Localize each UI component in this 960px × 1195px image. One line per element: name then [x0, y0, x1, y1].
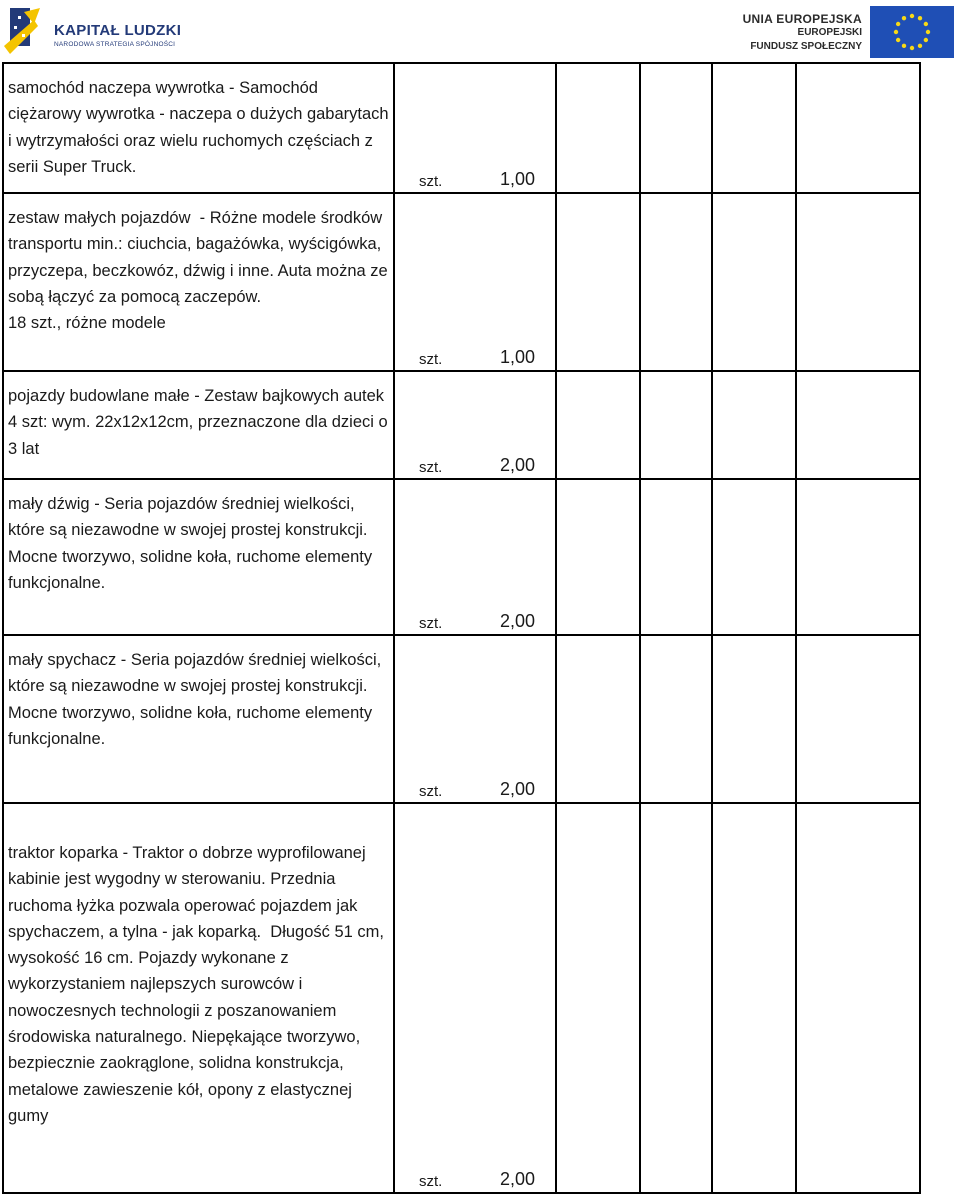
eu-star-icon: [924, 22, 928, 26]
item-description: samochód naczepa wywrotka - Samochód ciężarowy wywrotka - naczepa o dużych gabarytach i wytrzymałości oraz wielu ruchomych częściach z serii Super Truck.: [8, 79, 394, 176]
eu-star-icon: [910, 46, 914, 50]
unit-cell: [394, 193, 448, 371]
item-quantity: 1,00: [499, 169, 535, 189]
unit-cell: [394, 803, 448, 1193]
items-table: [2, 62, 921, 1194]
table-row: [3, 63, 920, 193]
empty-cell: [556, 193, 640, 371]
eu-logo: [739, 4, 954, 60]
eu-star-icon: [918, 44, 922, 48]
table-row: [3, 193, 920, 371]
quantity-cell: [448, 479, 556, 635]
unit-cell: [394, 635, 448, 803]
empty-cell: [796, 63, 920, 193]
unit-cell: [394, 371, 448, 479]
empty-cell: [712, 635, 796, 803]
item-quantity: 2,00: [499, 455, 535, 475]
eu-star-icon: [918, 16, 922, 20]
eu-line-3: FUNDUSZ SPOŁECZNY: [750, 41, 862, 52]
description-cell: [3, 371, 394, 479]
empty-cell: [712, 371, 796, 479]
eu-star-icon: [924, 38, 928, 42]
empty-cell: [712, 193, 796, 371]
eu-star-icon: [902, 44, 906, 48]
table-row: [3, 635, 920, 803]
eu-flag-icon: [870, 6, 954, 58]
empty-cell: [712, 803, 796, 1193]
item-quantity: 2,00: [499, 1169, 535, 1189]
eu-star-icon: [910, 14, 914, 18]
table-row: [3, 803, 920, 1193]
empty-cell: [640, 371, 712, 479]
quantity-cell: [448, 635, 556, 803]
eu-star-icon: [896, 22, 900, 26]
eu-star-icon: [902, 16, 906, 20]
item-unit: szt.: [419, 783, 443, 800]
unit-cell: [394, 479, 448, 635]
empty-cell: [640, 479, 712, 635]
kapital-ludzki-title: KAPITAŁ LUDZKI: [54, 22, 182, 39]
eu-star-icon: [894, 30, 898, 34]
empty-cell: [712, 63, 796, 193]
description-cell: [3, 479, 394, 635]
empty-cell: [556, 371, 640, 479]
empty-cell: [796, 371, 920, 479]
eu-logo-text: [743, 12, 862, 54]
description-cell: [3, 635, 394, 803]
item-description: pojazdy budowlane małe - Zestaw bajkowych autek 4 szt: wym. 22x12x12cm, przeznaczone dla dzieci o 3 lat: [8, 387, 394, 458]
empty-cell: [796, 193, 920, 371]
eu-line-1: UNIA EUROPEJSKA: [742, 12, 862, 26]
empty-cell: [796, 479, 920, 635]
quantity-cell: [448, 371, 556, 479]
table-row: [3, 479, 920, 635]
description-cell: [3, 63, 394, 193]
eu-star-icon: [896, 38, 900, 42]
unit-cell: [394, 63, 448, 193]
item-quantity: 2,00: [499, 779, 535, 799]
item-quantity: 2,00: [499, 611, 535, 631]
empty-cell: [712, 479, 796, 635]
empty-cell: [640, 803, 712, 1193]
description-cell: [3, 193, 394, 371]
empty-cell: [556, 803, 640, 1193]
item-description: mały spychacz - Seria pojazdów średniej wielkości, które są niezawodne w swojej prostej konstrukcji. Mocne tworzywo, solidne koła, ruchome elementy funkcjonalne.: [8, 651, 386, 748]
empty-cell: [640, 63, 712, 193]
description-cell: [3, 803, 394, 1193]
empty-cell: [796, 803, 920, 1193]
kapital-ludzki-logo: [4, 4, 194, 60]
item-unit: szt.: [419, 1173, 443, 1190]
item-description: mały dźwig - Seria pojazdów średniej wielkości, które są niezawodne w swojej prostej konstrukcji. Mocne tworzywo, solidne koła, ruchome elementy funkcjonalne.: [8, 495, 377, 592]
empty-cell: [556, 479, 640, 635]
quantity-cell: [448, 803, 556, 1193]
item-description: traktor koparka - Traktor o dobrze wyprofilowanej kabinie jest wygodny w sterowaniu. Przednia ruchoma łyżka pozwala operować pojazdem jak spychaczem, a tylna - jak koparką. Długość 51 cm, wysokość 16 cm. Pojazdy wykonane z wykorzystaniem najlepszych surowców i nowoczesnych technologii z poszanowaniem środowiska naturalnego. Niepękające tworzywo, bezpiecznie zaokrąglone, solidna konstrukcja, metalowe zawieszenie kół, opony z elastycznej gumy: [8, 844, 389, 1125]
item-unit: szt.: [419, 173, 443, 190]
quantity-cell: [448, 63, 556, 193]
empty-cell: [640, 635, 712, 803]
table-row: [3, 371, 920, 479]
kapital-ludzki-subtitle: NARODOWA STRATEGIA SPÓJNOŚCI: [54, 41, 176, 48]
empty-cell: [796, 635, 920, 803]
quantity-cell: [448, 193, 556, 371]
item-unit: szt.: [419, 615, 443, 632]
empty-cell: [640, 193, 712, 371]
eu-line-2: EUROPEJSKI: [797, 27, 862, 38]
item-quantity: 1,00: [499, 347, 535, 367]
eu-star-icon: [926, 30, 930, 34]
item-unit: szt.: [419, 459, 443, 476]
item-unit: szt.: [419, 351, 443, 368]
page-header: [0, 0, 960, 62]
empty-cell: [556, 63, 640, 193]
empty-cell: [556, 635, 640, 803]
item-description: zestaw małych pojazdów - Różne modele środków transportu min.: ciuchcia, bagażówka, wyścigówka, przyczepa, beczkowóz, dźwig i inne. Auta można ze sobą łączyć za pomocą zaczepów. 18 szt., różne modele: [8, 209, 388, 333]
kapital-ludzki-emblem-icon: [4, 6, 44, 58]
